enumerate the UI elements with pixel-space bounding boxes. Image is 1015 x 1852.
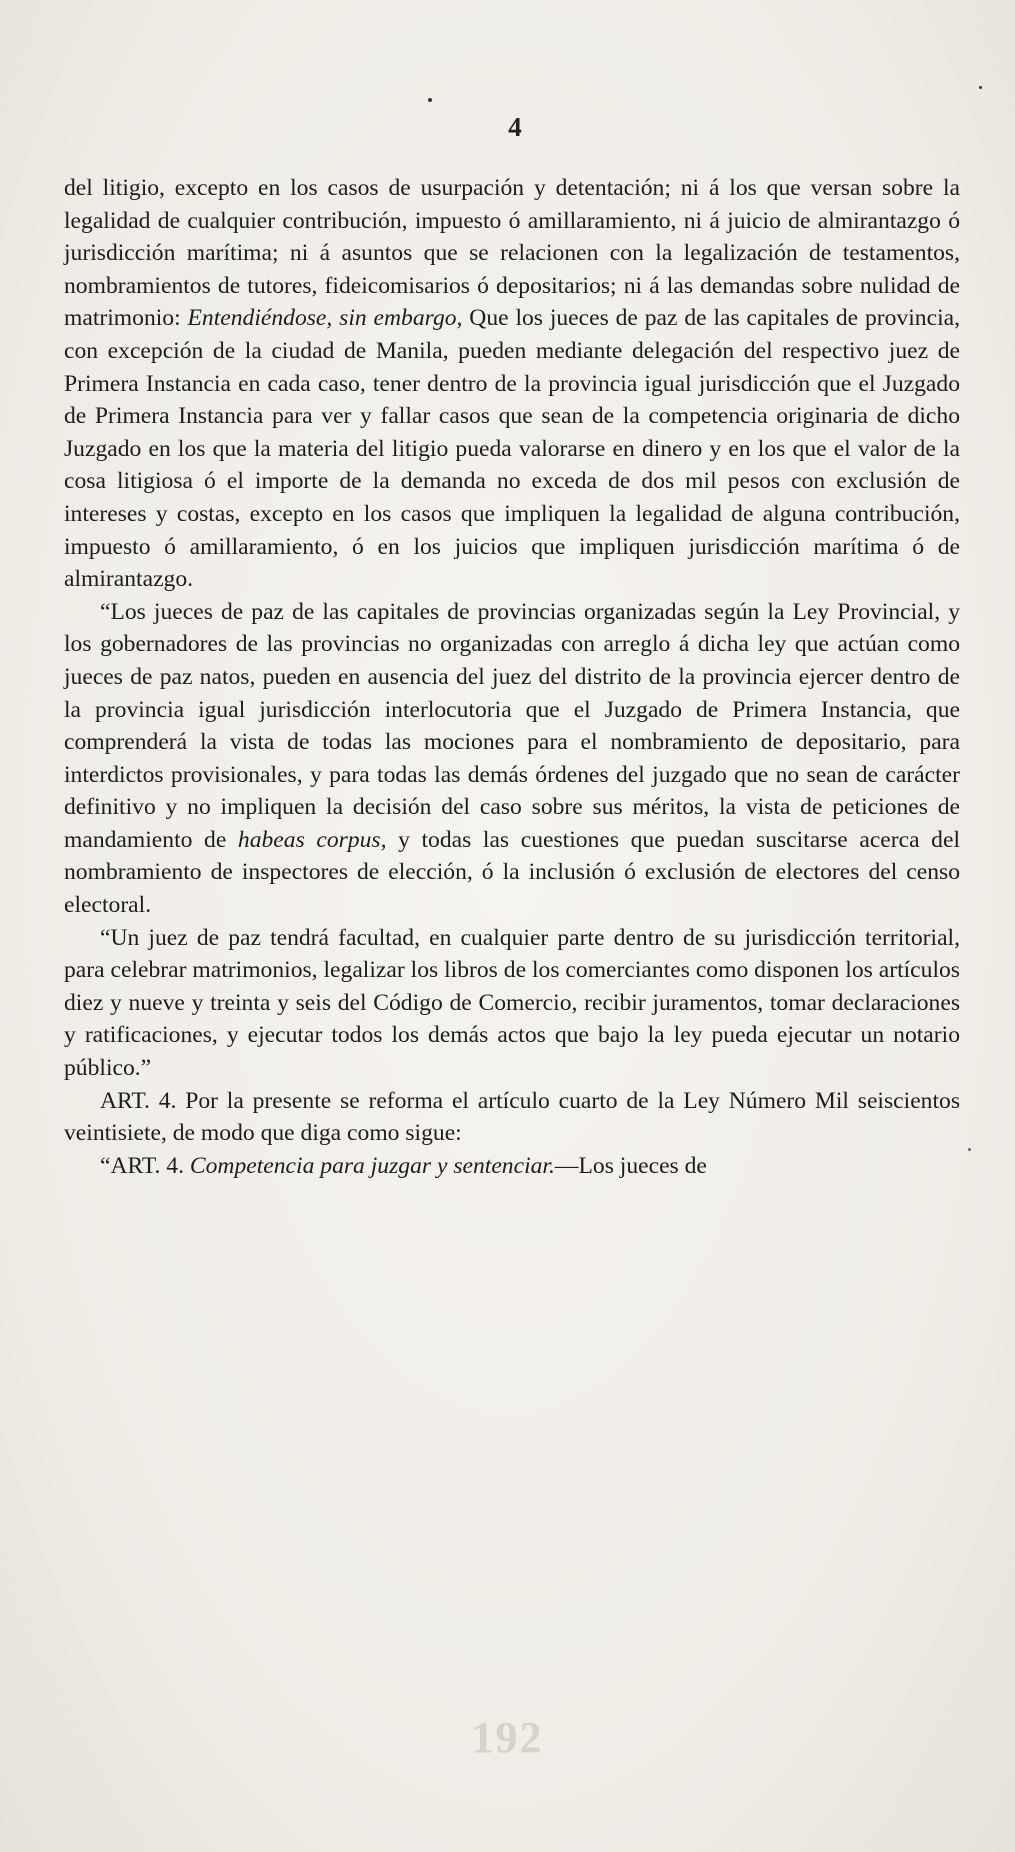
italic-text-run: Competencia para juzgar y sentenciar. (189, 1152, 555, 1179)
paragraph (64, 1085, 960, 1150)
paragraph (64, 922, 960, 1085)
folio-number: 192 (471, 1713, 544, 1762)
page-number: 4 (508, 112, 522, 142)
paragraph (64, 1150, 960, 1183)
paragraph (64, 596, 960, 922)
text-run: del litigio, excepto en los casos de usurpación y detentación; ni á los que versan sobre la legalidad de cualquier contribución, impuesto ó amillaramiento, ni á juicio de almirantazgo ó jurisdicción marítima; ni á asuntos que se relacionen con la legalización de testamentos, nombramientos de tutores, fideicomisarios ó depositarios; ni á las demandas sobre nulidad de matrimonio: (64, 175, 960, 332)
text-run: Que los jueces de paz de las capitales de provincia, con excepción de la ciudad de Manila, pueden mediante delegación del respectivo juez de Primera Instancia en cada caso, tener dentro de la provincia igual jurisdicción que el Juzgado de Primera Instancia para ver y fallar casos que sean de la competencia originaria de dicho Juzgado en los que la materia del litigio pueda valorarse en dinero y en los que el valor de la cosa litigiosa ó el importe de la demanda no exceda de dos mil pesos con exclusión de intereses y costas, excepto en los casos que impliquen la legalidad de alguna contribución, impuesto ó amillaramiento, ó en los juicios que impliquen jurisdicción marítima ó de almirantazgo. (64, 305, 960, 593)
text-run: “ART. 4. (100, 1152, 190, 1179)
text-run: ART. 4. Por la presente se reforma el artículo cuarto de la Ley Número Mil seiscientos veintisiete, de modo que diga como sigue: (64, 1087, 960, 1147)
body-text (64, 172, 960, 1182)
ink-speck (968, 1148, 971, 1151)
text-run: —Los jueces de (554, 1152, 707, 1179)
paragraph (64, 172, 960, 596)
italic-text-run: habeas corpus, (237, 826, 387, 853)
italic-text-run: Entendiéndose, sin embargo, (187, 305, 463, 332)
ink-speck (979, 86, 982, 89)
text-run: “Un juez de paz tendrá facultad, en cualquier parte dentro de su jurisdicción territorial, para celebrar matrimonios, legalizar los libros de los comerciantes como disponen los artículos diez y nueve y treinta y seis del Código de Comercio, recibir juramentos, tomar declaraciones y ratificaciones, y ejecutar todos los demás actos que bajo la ley pueda ejecutar un notario público.” (64, 924, 960, 1082)
ink-speck (428, 98, 432, 102)
text-run: “Los jueces de paz de las capitales de provincias organizadas según la Ley Provincial, y los gobernadores de las provincias no organizadas con arreglo á dicha ley que actúan como jueces de paz natos, pueden en ausencia del juez del distrito de la provincia ejercer dentro de la provincia igual jurisdicción interlocutoria que el Juzgado de Primera Instancia, que comprenderá la vista de todas las mociones para el nombramiento de depositario, para interdictos provisionales, y para todas las demás órdenes del juzgado que no sean de carácter definitivo y no impliquen la decisión del caso sobre sus méritos, la vista de peticiones de mandamiento de (64, 598, 960, 853)
text-run: y todas las cuestiones que puedan suscitarse acerca del nombramiento de inspectores de elección, ó la inclusión ó exclusión de electores del censo electoral. (64, 826, 960, 919)
